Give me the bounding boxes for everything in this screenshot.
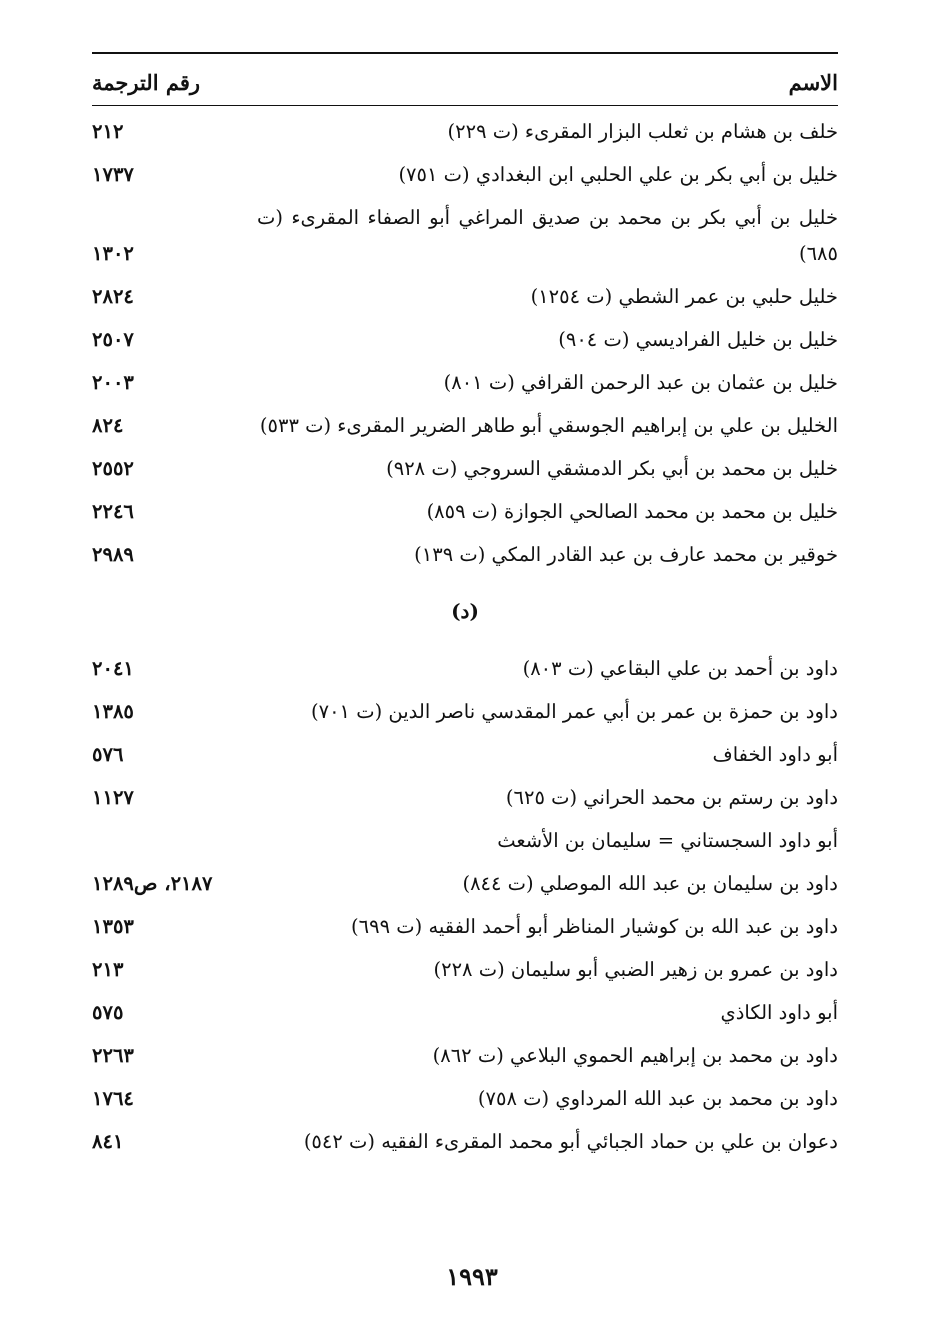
entry-number: ١٧٦٤	[92, 1087, 134, 1110]
entry-number: ٢١٣	[92, 958, 124, 981]
entry-number: ٨٢٤	[92, 414, 124, 437]
entry-name: داود بن محمد بن عبد الله المرداوي (ت ٧٥٨)	[477, 1087, 838, 1110]
entry-name: أبو داود الخفاف	[712, 743, 838, 766]
index-entry	[92, 365, 838, 401]
entry-number: ١٣٥٣	[92, 915, 134, 938]
index-entry	[92, 322, 838, 358]
index-entry	[92, 279, 838, 315]
table-header	[92, 70, 838, 105]
entry-number: ٨٤١	[92, 1130, 124, 1153]
entries-kha	[92, 114, 838, 573]
entry-number: ٢١٨٧، ص١٢٨٩	[92, 872, 213, 895]
entry-number: ٢٠٤١	[92, 657, 134, 680]
entry-name: أبو داود الكاذي	[720, 1001, 838, 1024]
index-page	[92, 52, 838, 1167]
entry-number: ١١٢٧	[92, 786, 134, 809]
entry-name: الخليل بن علي بن إبراهيم الجوسقي أبو طاهر الضرير المقرىء (ت ٥٣٣)	[259, 414, 838, 437]
entry-name: داود بن عبد الله بن كوشيار المناظر أبو أحمد الفقيه (ت ٦٩٩)	[351, 915, 838, 938]
entries-dal	[92, 651, 838, 1160]
index-entry	[92, 1124, 838, 1160]
entry-number: ٢٥٥٢	[92, 457, 134, 480]
entry-number: ٢٠٠٣	[92, 371, 134, 394]
entry-number: ٢٥٠٧	[92, 328, 134, 351]
entry-number: ٥٧٦	[92, 743, 124, 766]
entry-name: داود بن حمزة بن عمر بن أبي عمر المقدسي ناصر الدين (ت ٧٠١)	[310, 700, 838, 723]
index-entry	[92, 866, 838, 902]
entry-name: أبو داود السجستاني = سليمان بن الأشعث	[497, 829, 838, 852]
entry-number: ٢١٢	[92, 120, 124, 143]
entry-name: خليل بن أبي بكر بن محمد بن صديق المراغي أبو الصفاء المقرىء (ت ٦٨٥)	[257, 206, 838, 265]
page-number: ١٩٩٣	[446, 1262, 498, 1291]
index-entry	[92, 494, 838, 530]
index-entry	[92, 1081, 838, 1117]
entry-name: خليل بن عثمان بن عبد الرحمن القرافي (ت ٨٠١)	[443, 371, 838, 394]
index-entry	[92, 694, 838, 730]
header-rule	[92, 105, 838, 106]
entry-number: ٢٨٢٤	[92, 285, 134, 308]
entry-number: ١٣٠٢	[92, 242, 134, 265]
entry-name: داود بن محمد بن إبراهيم الحموي البلاعي (ت ٨٦٢)	[432, 1044, 838, 1067]
index-entry	[92, 737, 838, 773]
entry-name: خليل بن محمد بن أبي بكر الدمشقي السروجي (ت ٩٢٨)	[386, 457, 838, 480]
index-entry	[92, 537, 838, 573]
entry-number: ٢٢٦٣	[92, 1044, 134, 1067]
entry-name: خليل بن أبي بكر بن علي الحلبي ابن البغدادي (ت ٧٥١)	[398, 163, 838, 186]
entry-name: دعوان بن علي بن حماد الجبائي أبو محمد المقرىء الفقيه (ت ٥٤٢)	[303, 1130, 838, 1153]
entry-name: داود بن رستم بن محمد الحراني (ت ٦٢٥)	[505, 786, 838, 809]
index-entry	[92, 823, 838, 859]
index-entry	[92, 114, 838, 150]
index-entry	[92, 1038, 838, 1074]
index-entry	[92, 408, 838, 444]
entry-name: خليل حلبي بن عمر الشطي (ت ١٢٥٤)	[530, 285, 838, 308]
index-entry	[92, 995, 838, 1031]
entry-name: داود بن أحمد بن علي البقاعي (ت ٨٠٣)	[522, 657, 838, 680]
index-entry	[92, 157, 838, 193]
entry-name: خوقير بن محمد عارف بن عبد القادر المكي (ت ١٣٩)	[414, 543, 838, 566]
name-column-header: الاسم	[788, 70, 838, 95]
entry-name: داود بن سليمان بن عبد الله الموصلي (ت ٨٤٤)	[462, 872, 838, 895]
entry-number: ١٣٨٥	[92, 700, 134, 723]
number-column-header: رقم الترجمة	[92, 70, 201, 95]
entry-name: داود بن عمرو بن زهير الضبي أبو سليمان (ت ٢٢٨)	[433, 958, 838, 981]
index-entry	[92, 909, 838, 945]
entry-number: ٥٧٥	[92, 1001, 124, 1024]
entry-number: ٢٩٨٩	[92, 543, 134, 566]
index-entry	[92, 200, 838, 272]
entry-number: ١٧٣٧	[92, 163, 134, 186]
top-rule	[92, 52, 838, 54]
entry-name: خليل بن خليل الفراديسي (ت ٩٠٤)	[558, 328, 838, 351]
index-entry	[92, 780, 838, 816]
index-entry	[92, 451, 838, 487]
section-letter-heading: (د)	[451, 599, 479, 623]
index-entry	[92, 952, 838, 988]
entry-number: ٢٢٤٦	[92, 500, 134, 523]
index-entry	[92, 651, 838, 687]
entry-name: خليل بن محمد بن محمد الصالحي الجوازة (ت ٨٥٩)	[426, 500, 838, 523]
entry-name: خلف بن هشام بن ثعلب البزار المقرىء (ت ٢٢٩)	[447, 120, 838, 143]
